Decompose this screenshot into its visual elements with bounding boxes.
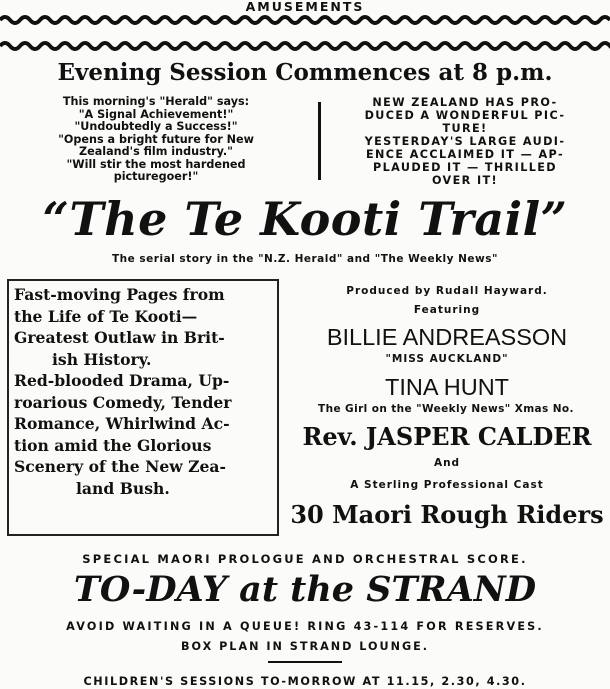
strand-headline: TO-DAY at the STRAND [73, 569, 537, 610]
quote-line: "Opens a bright future for New [58, 132, 254, 146]
featuring-label: Featuring [413, 304, 481, 316]
description-line: ish History. [52, 349, 152, 369]
film-title: “The Te Kooti Trail” [42, 192, 568, 246]
star-tina-hunt: TINA HUNT [384, 374, 510, 400]
quote-line: picturegoer!" [113, 170, 199, 183]
nz-claims [330, 96, 600, 187]
cast-note: A Sterling Professional Cast [350, 479, 544, 491]
produced-by: Produced by Rudall Hayward. [346, 285, 548, 297]
claim-line: YESTERDAY'S LARGE AUDI- [364, 135, 566, 148]
quote-line: This morning's "Herald" says: [62, 95, 250, 108]
star2-note: The Girl on the "Weekly News" Xmas No. [318, 403, 574, 415]
prologue-note: SPECIAL MAORI PROLOGUE AND ORCHESTRAL SCORE. [82, 552, 528, 566]
children-sessions: CHILDREN'S SESSIONS TO-MORROW AT 11.15, 2.30, 4.30. [83, 675, 527, 688]
session-line: Evening Session Commences at 8 p.m. [57, 59, 553, 86]
quote-line: Zealand's film industry." [79, 145, 233, 158]
quote-line: "Will stir the most hardened [66, 157, 246, 171]
description-line: tion amid the Glorious [14, 435, 212, 455]
claim-line: NEW ZEALAND HAS PRO- [372, 96, 558, 109]
claim-line: ENCE ACCLAIMED IT — AP- [365, 148, 564, 161]
claim-line: PLAUDED IT — THRILLED [373, 161, 557, 174]
divider-rule [268, 661, 342, 663]
description-line: Romance, Whirlwind Ac- [14, 414, 230, 433]
description-line: the Life of Te Kooti— [14, 306, 198, 326]
description-line: Fast-moving Pages from [14, 285, 225, 304]
rough-riders: 30 Maori Rough Riders [290, 500, 604, 529]
star1-note: "MISS AUCKLAND" [385, 353, 509, 365]
column-divider [318, 102, 321, 180]
description-line: Scenery of the New Zea- [14, 457, 226, 476]
section-header: AMUSEMENTS [245, 0, 365, 14]
claim-line: DUCED A WONDERFUL PIC- [364, 109, 566, 122]
description-line: Red-blooded Drama, Up- [14, 371, 230, 390]
description-text [14, 284, 276, 499]
wavy-border [0, 14, 610, 52]
claim-line: OVER IT! [431, 174, 499, 187]
quote-line: "Undoubtedly a Success!" [74, 120, 238, 133]
description-line: roarious Comedy, Tender [14, 392, 232, 412]
box-plan-note: BOX PLAN IN STRAND LOUNGE. [180, 640, 430, 653]
herald-quotes [6, 96, 306, 184]
and-label: And [433, 457, 461, 469]
claim-line: TURE! [442, 122, 488, 135]
reserve-note: AVOID WAITING IN A QUEUE! RING 43-114 FOR RESERVES. [66, 620, 544, 633]
serial-note: The serial story in the "N.Z. Herald" and "The Weekly News" [112, 253, 498, 265]
star-jasper-calder: Rev. JASPER CALDER [302, 422, 592, 451]
star-billie-andreasson: BILLIE ANDREASSON [326, 324, 568, 350]
description-line: Greatest Outlaw in Brit- [14, 328, 225, 347]
quote-line: "A Signal Achievement!" [78, 107, 234, 121]
description-line: land Bush. [76, 478, 170, 498]
